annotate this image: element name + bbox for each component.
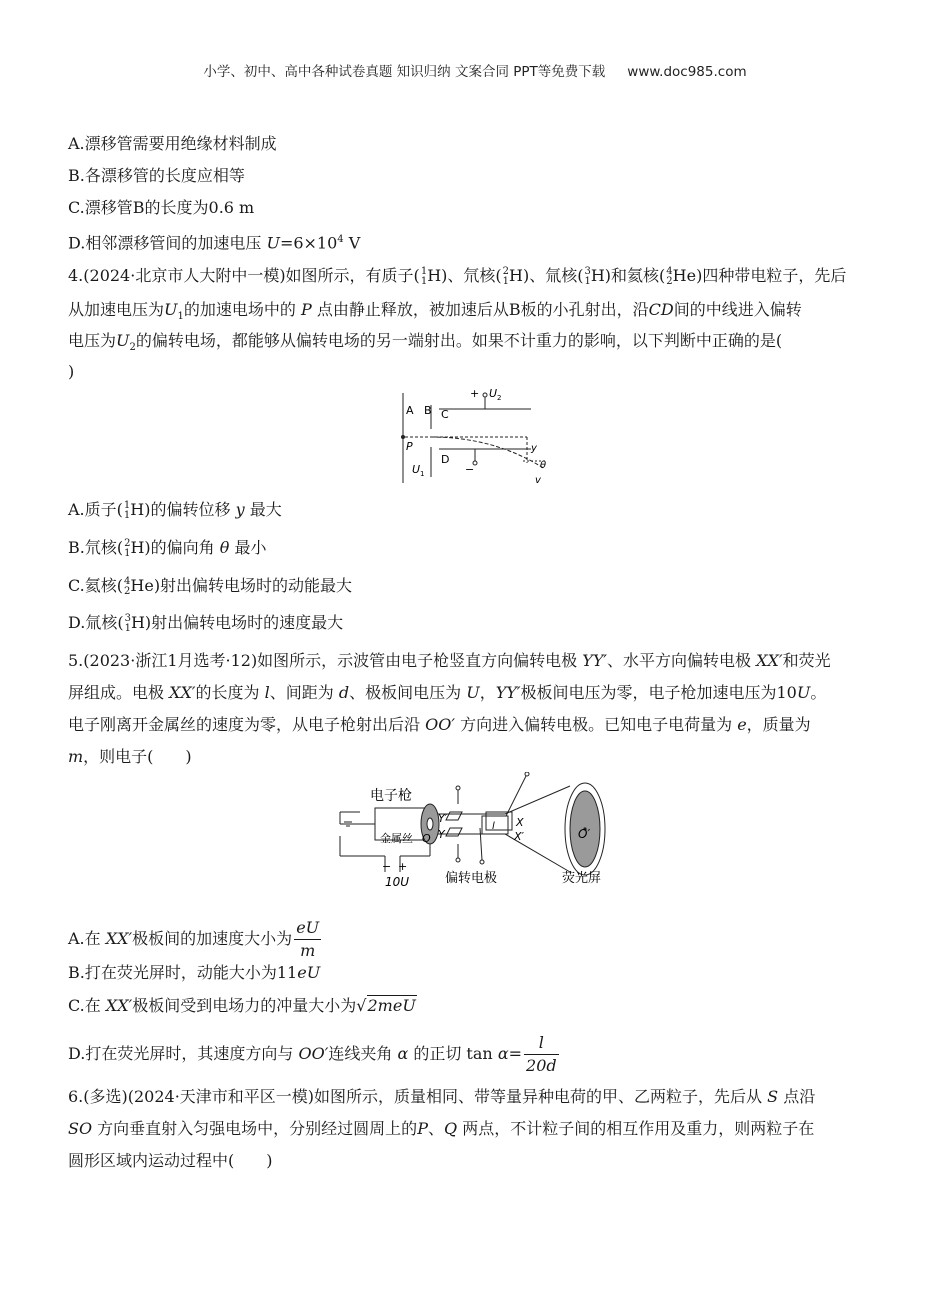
fig2-label-gun: 电子枪 bbox=[370, 788, 412, 804]
fig2-label-xp: X′ bbox=[514, 830, 525, 843]
fig1-label-a: A bbox=[406, 404, 414, 417]
q3-option-d: D.相邻漂移管间的加速电压 $U=6\times 10^4$ V bbox=[68, 233, 361, 253]
fig2-label-o: O bbox=[422, 832, 431, 845]
q3-option-b: B.各漂移管的长度应相等 bbox=[68, 166, 245, 185]
fig2-plus: + bbox=[398, 860, 408, 873]
fig1-label-u2-sub: 2 bbox=[497, 394, 502, 402]
fig1-label-y: y bbox=[531, 443, 537, 454]
q4-option-d: D.氚核( 3 1 H)射出偏转电场时的速度最大 bbox=[68, 612, 344, 634]
fig2-label-y: Y bbox=[438, 828, 445, 841]
fig2-label-yp: Y′ bbox=[438, 812, 448, 825]
q4-stem-line4: ) bbox=[68, 362, 75, 381]
q5-option-a: A.在 XX′极板间的加速度大小为 $\frac{eU}{m}$ bbox=[68, 918, 320, 960]
fig1-label-theta: θ bbox=[540, 460, 547, 471]
q4-option-b: B.氘核( 2 1 H)的偏向角 θ 最小 bbox=[68, 537, 267, 559]
fig2-label-plates: 偏转电极 bbox=[445, 871, 498, 886]
fig2-label-x: X bbox=[516, 816, 524, 829]
q5-option-d: D.打在荧光屏时，其速度方向与 OO′连线夹角 α 的正切 tan α= $\frac{l}{20d}$ bbox=[68, 1033, 557, 1075]
fig1-label-c: C bbox=[441, 408, 449, 421]
header-site: www.doc985.com bbox=[627, 64, 747, 80]
fig2-label-voltage: 10U bbox=[385, 875, 410, 889]
q4-stem-line1: 4.(2024·北京市人大附中一模)如图所示，有质子( 1 1 H)、氘核( 2 1 H)、氚核( 3 1 H)和氦核( 4 2 He)四种带电粒子，先后 bbox=[68, 265, 847, 287]
fig1-minus: − bbox=[465, 463, 475, 476]
fig2-label-screen: 荧光屏 bbox=[562, 871, 602, 886]
q5-option-a-fraction: $\frac{eU}{m}$ bbox=[296, 918, 320, 960]
q4-option-c: C.氦核( 4 2 He)射出偏转电场时的动能最大 bbox=[68, 575, 353, 597]
fig2-minus: − bbox=[382, 860, 392, 873]
q5-option-b: B.打在荧光屏时，动能大小为11eU bbox=[68, 963, 321, 982]
q5-stem-line1: 5.(2023·浙江1月选考·12)如图所示，示波管由电子枪竖直方向偏转电极 YY′、水平方向偏转电极 XX′和荧光 bbox=[68, 651, 831, 670]
fig1-plus: + bbox=[470, 387, 480, 400]
fig2-label-op: O′ bbox=[578, 827, 591, 841]
fig1-label-v: v bbox=[535, 475, 541, 486]
q6-stem-line3: 圆形区域内运动过程中( ) bbox=[68, 1151, 273, 1170]
q4-stem-line3: 电压为$U_2$的偏转电场，都能够从偏转电场的另一端射出。如果不计重力的影响，以下判断中正确的是( bbox=[68, 331, 783, 354]
fig2-label-wire: 金属丝 bbox=[380, 832, 413, 845]
page-header bbox=[0, 60, 950, 80]
q6-stem-line1: 6.(多选)(2024·天津市和平区一模)如图所示，质量相同、带等量异种电荷的甲、乙两粒子，先后从 S 点沿 bbox=[68, 1087, 816, 1106]
fig1-label-b: B bbox=[424, 404, 432, 417]
q5-stem-line2: 屏组成。电极 XX′的长度为 l、间距为 d、极板间电压为 U，YY′极板间电压为零，电子枪加速电压为10U。 bbox=[68, 683, 827, 702]
q5-stem-line4: m，则电子( ) bbox=[68, 747, 192, 766]
q3-option-a: A.漂移管需要用绝缘材料制成 bbox=[68, 134, 277, 153]
header-text: 小学、初中、高中各种试卷真题 知识归纳 文案合同 PPT等免费下载 bbox=[203, 64, 606, 80]
q5-option-d-fraction: $\frac{l}{20d}$ bbox=[526, 1033, 557, 1075]
q6-stem-line2: SO 方向垂直射入匀强电场中，分别经过圆周上的P、Q 两点，不计粒子间的相互作用及重力，则两粒子在 bbox=[68, 1119, 815, 1138]
fig1-label-u2: U bbox=[489, 387, 498, 400]
oscilloscope-tube-figure bbox=[330, 772, 620, 894]
fig1-label-p: P bbox=[406, 440, 413, 453]
q5-option-c: C.在 XX′极板间受到电场力的冲量大小为√2meU bbox=[68, 996, 416, 1015]
fig1-label-u1: U bbox=[412, 463, 421, 476]
fig1-label-d: D bbox=[441, 453, 450, 466]
fig1-label-u1-sub: 1 bbox=[420, 470, 425, 478]
q3-option-c: C.漂移管B的长度为0.6 m bbox=[68, 198, 255, 217]
fig2-label-l: l bbox=[492, 821, 495, 832]
q4-stem-line2: 从加速电压为$U_1$的加速电场中的 P 点由静止释放，被加速后从B板的小孔射出，沿CD间的中线进入偏转 bbox=[68, 300, 802, 323]
q4-option-a: A.质子( 1 1 H)的偏转位移 y 最大 bbox=[68, 499, 282, 521]
q5-stem-line3: 电子刚离开金属丝的速度为零，从电子枪射出后沿 OO′ 方向进入偏转电极。已知电子电荷量为 e，质量为 bbox=[68, 715, 811, 734]
deflection-field-figure bbox=[395, 383, 565, 488]
